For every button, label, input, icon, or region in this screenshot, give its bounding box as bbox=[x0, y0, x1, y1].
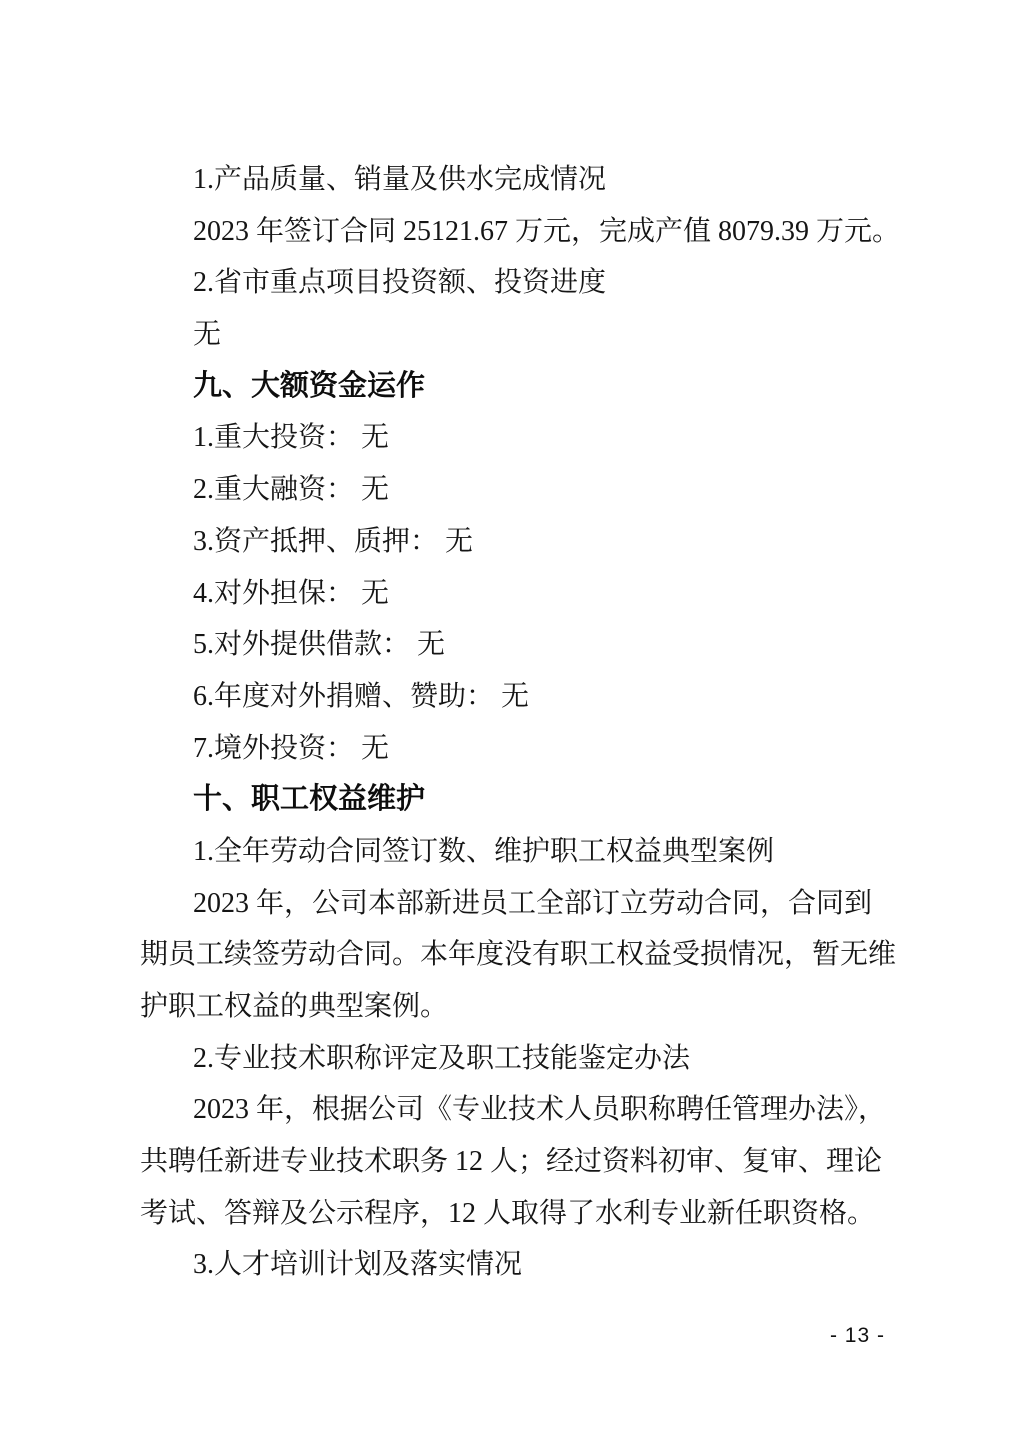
text-line: 期员工续签劳动合同。本年度没有职工权益受损情况，暂无维 bbox=[140, 939, 897, 971]
section-heading: 十、职工权益维护 bbox=[193, 783, 426, 816]
text-line: 1.重大投资： 无 bbox=[193, 422, 390, 454]
text-line: 5.对外提供借款： 无 bbox=[193, 629, 446, 661]
text-line: 4.对外担保： 无 bbox=[193, 577, 390, 609]
text-line: 考试、答辩及公示程序，12 人取得了水利专业新任职资格。 bbox=[140, 1197, 876, 1229]
text-line: 2023 年，公司本部新进员工全部订立劳动合同，合同到 bbox=[193, 887, 873, 919]
text-line: 1.全年劳动合同签订数、维护职工权益典型案例 bbox=[193, 835, 775, 867]
text-line: 护职工权益的典型案例。 bbox=[140, 991, 449, 1022]
section-heading: 九、大额资金运作 bbox=[193, 369, 426, 402]
text-line: 3.人才培训计划及落实情况 bbox=[193, 1249, 523, 1281]
text-line: 共聘任新进专业技术职务 12 人；经过资料初审、复审、理论 bbox=[140, 1146, 883, 1178]
text-line: 2.重大融资： 无 bbox=[193, 474, 390, 506]
text-line: 2.省市重点项目投资额、投资进度 bbox=[193, 267, 607, 299]
text-line: 2.专业技术职称评定及职工技能鉴定办法 bbox=[193, 1042, 691, 1074]
text-line: 3.资产抵押、质押： 无 bbox=[193, 525, 474, 557]
text-line: 6.年度对外捐赠、赞助： 无 bbox=[193, 680, 530, 712]
document-body bbox=[140, 154, 906, 1291]
text-line: 2023 年签订合同 25121.67 万元，完成产值 8079.39 万元。 bbox=[193, 215, 901, 247]
page-number: - 13 - bbox=[829, 1324, 885, 1347]
text-line: 无 bbox=[193, 319, 222, 351]
text-line: 7.境外投资： 无 bbox=[193, 732, 390, 764]
text-line: 2023 年，根据公司《专业技术人员职称聘任管理办法》， bbox=[193, 1094, 887, 1126]
text-line: 1.产品质量、销量及供水完成情况 bbox=[193, 164, 607, 195]
